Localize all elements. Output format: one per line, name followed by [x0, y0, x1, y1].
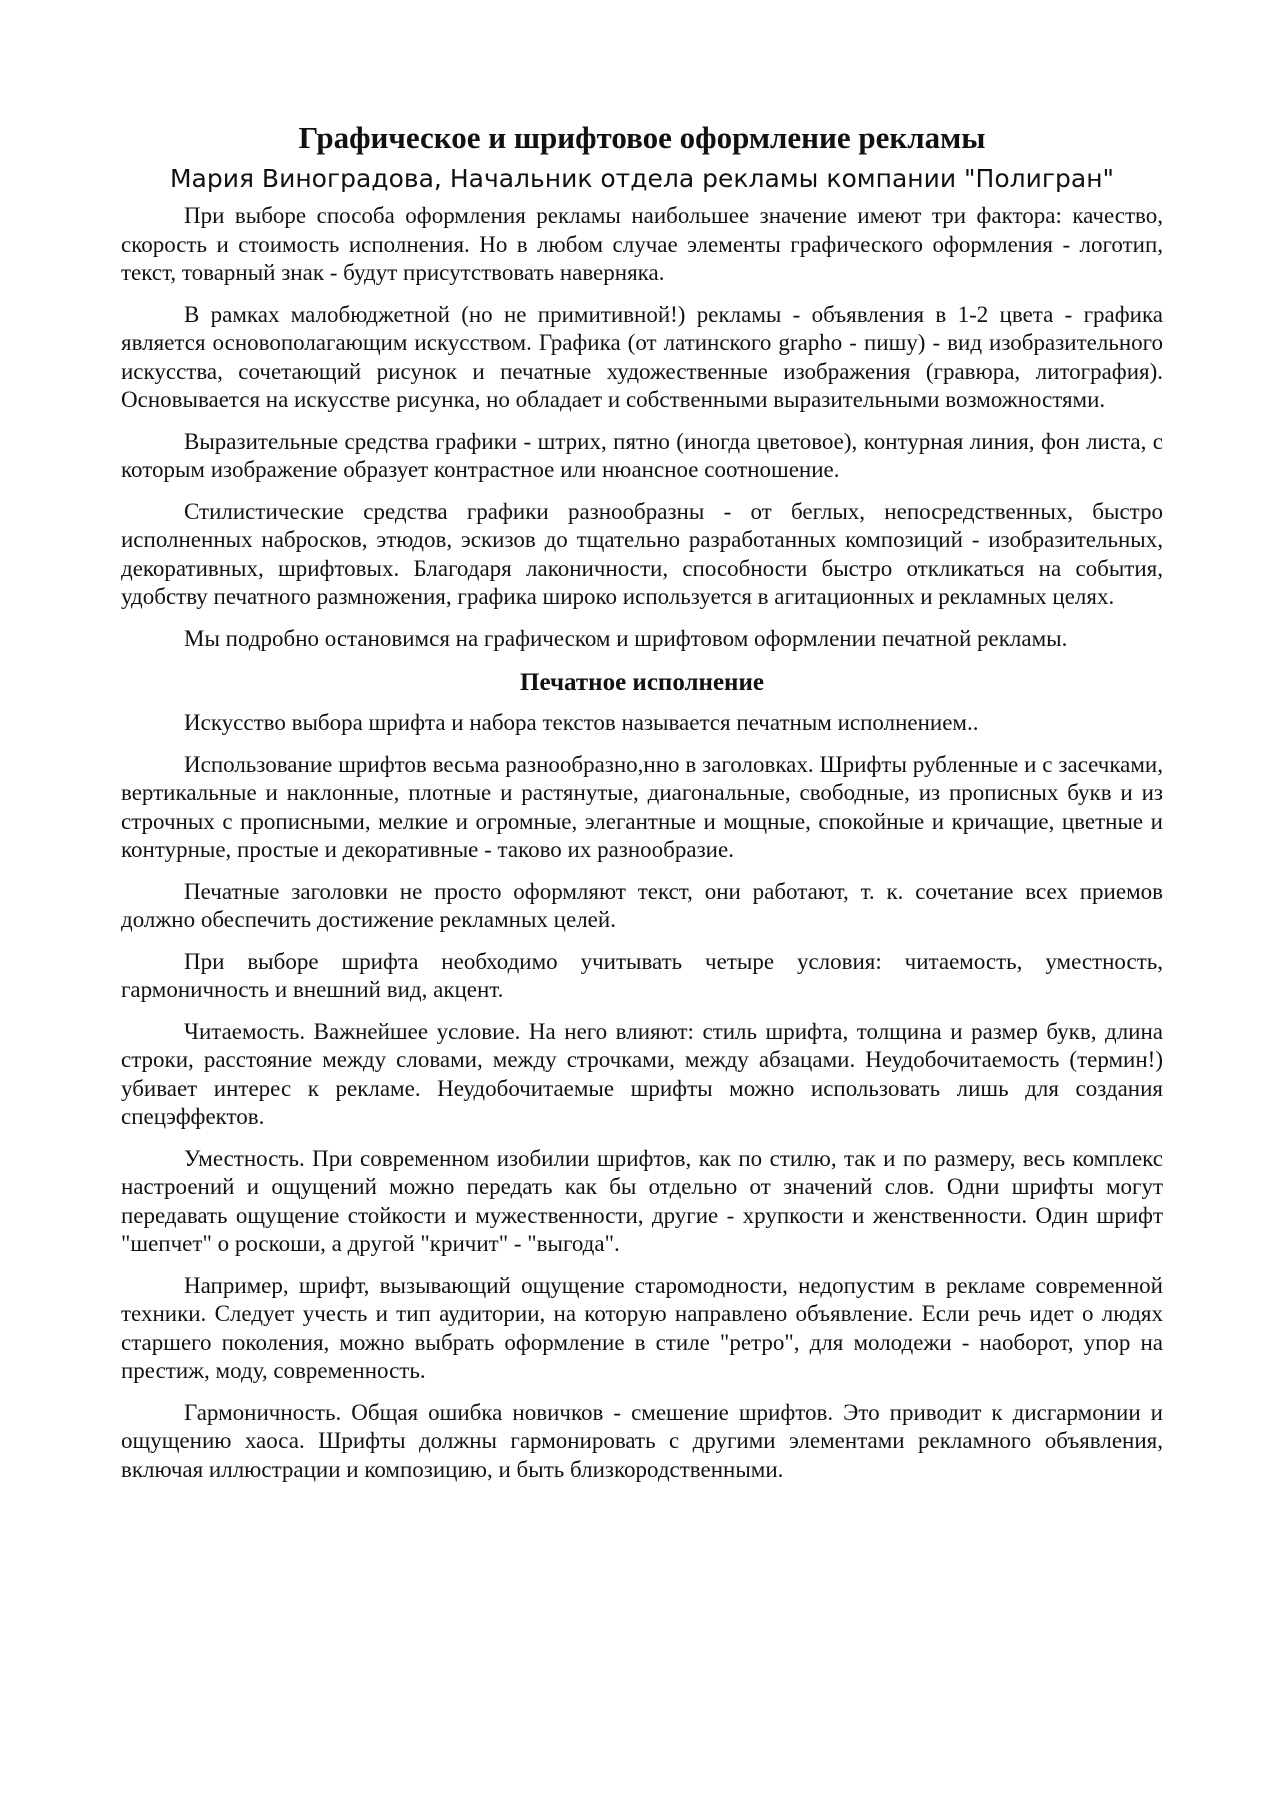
paragraph: При выборе способа оформления рекламы наибольшее значение имеют три фактора: качество, скорость и стоимость исполнения. Но в любом случае элементы графического оформления - логотип, текст, товарный знак - будут присутствовать наверняка. — [121, 203, 1163, 285]
document-page — [121, 118, 1163, 1497]
paragraph: Читаемость. Важнейшее условие. На него влияют: стиль шрифта, толщина и размер букв, длина строки, расстояние между словами, между строчками, между абзацами. Неудобочитаемость (термин!) убивает интерес к рекламе. Неудобочитаемые шрифты можно использовать лишь для создания спецэффектов. — [121, 1018, 1163, 1129]
paragraph: При выборе шрифта необходимо учитывать четыре условия: читаемость, уместность, гармоничность и внешний вид, акцент. — [121, 948, 1163, 1002]
paragraph: Гармоничность. Общая ошибка новичков - смешение шрифтов. Это приводит к дисгармонии и ощущению хаоса. Шрифты должны гармонировать с другими элементами рекламного объявления, включая иллюстрации и композицию, и быть близкородственными. — [121, 1399, 1163, 1482]
document-title: Графическое и шрифтовое оформление рекламы — [298, 120, 986, 155]
paragraph: Уместность. При современном изобилии шрифтов, как по стилю, так и по размеру, весь комплекс настроений и ощущений можно передать как бы отдельно от значений слов. Одни шрифты могут передавать ощущение стойкости и мужественности, другие - хрупкости и женственности. Один шрифт "шепчет" о роскоши, а другой "кричит" - "выгода". — [121, 1145, 1163, 1256]
paragraph: Выразительные средства графики - штрих, пятно (иногда цветовое), контурная линия, фон листа, с которым изображение образует контрастное или нюансное соотношение. — [121, 428, 1163, 482]
section-heading: Печатное исполнение — [520, 669, 764, 696]
paragraph: Печатные заголовки не просто оформляют текст, они работают, т. к. сочетание всех приемов должно обеспечить достижение рекламных целей. — [121, 878, 1163, 932]
paragraph: Мы подробно остановимся на графическом и шрифтовом оформлении печатной рекламы. — [184, 625, 1068, 651]
author-line: Мария Виноградова, Начальник отдела рекламы компании "Полигран" — [169, 164, 1115, 193]
paragraph: Использование шрифтов весьма разнообразно,нно в заголовках. Шрифты рубленные и с засечками, вертикальные и наклонные, плотные и растянутые, диагональные, свободные, из прописных букв и из строчных с прописными, мелкие и огромные, элегантные и мощные, спокойные и кричащие, цветные и контурные, простые и декоративные - таково их разнообразие. — [121, 751, 1163, 862]
paragraph: Стилистические средства графики разнообразны - от беглых, непосредственных, быстро исполненных набросков, этюдов, эскизов до тщательно разработанных композиций - изобразительных, декоративных, шрифтовых. Благодаря лаконичности, способности быстро откликаться на события, удобству печатного размножения, графика широко используется в агитационных и рекламных целях. — [121, 498, 1163, 609]
paragraph: В рамках малобюджетной (но не примитивной!) рекламы - объявления в 1-2 цвета - графика является основополагающим искусством. Графика (от латинского grapho - пишу) - вид изобразительного искусства, сочетающий рисунок и печатные художественные изображения (гравюра, литография). Основывается на искусстве рисунка, но обладает и собственными выразительными возможностями. — [121, 301, 1163, 412]
paragraph: Например, шрифт, вызывающий ощущение старомодности, недопустим в рекламе современной техники. Следует учесть и тип аудитории, на которую направлено объявление. Если речь идет о людях старшего поколения, можно выбрать оформление в стиле "ретро", для молодежи - наоборот, упор на престиж, моду, современность. — [121, 1272, 1163, 1383]
paragraph: Искусство выбора шрифта и набора текстов называется печатным исполнением.. — [184, 710, 979, 735]
